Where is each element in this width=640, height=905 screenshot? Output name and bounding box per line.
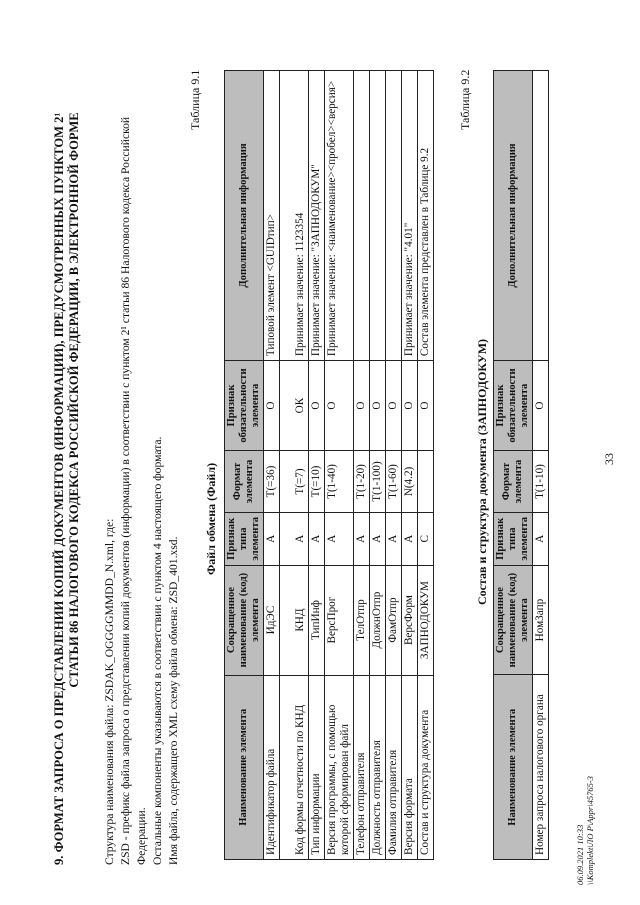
- intro-line: Имя файла, содержащего XML схему файла обмена: ZSD_401.xsd.: [167, 536, 180, 865]
- section-heading: [52, 75, 82, 865]
- table-row: [309, 71, 325, 860]
- table-row: [402, 71, 418, 860]
- cell: О: [402, 361, 418, 451]
- cell: А: [533, 512, 549, 565]
- cell: А: [402, 512, 418, 565]
- header-cell: Признак типа элемента: [225, 512, 264, 565]
- cell: А: [354, 512, 370, 565]
- cell: [533, 71, 549, 361]
- cell: T(1-100): [370, 451, 386, 513]
- heading-line-2: СТАТЬИ 86 НАЛОГОВОГО КОДЕКСА РОССИЙСКОЙ ФЕДЕРАЦИИ, В ЭЛЕКТРОННОЙ ФОРМЕ: [67, 112, 81, 688]
- table-header-row: [494, 71, 533, 860]
- cell: ОК: [280, 361, 309, 451]
- footer-date: 06.09.2021 10:33: [575, 824, 585, 885]
- cell: Типовой элемент <GUIDтип>: [264, 71, 280, 361]
- cell: О: [264, 361, 280, 451]
- cell: ДолжнОтпр: [370, 565, 386, 675]
- header-cell: Сокращенное наименование (код) элемента: [225, 565, 264, 675]
- table-header-row: [225, 71, 264, 860]
- intro-line: Остальные компоненты указываются в соответствии с пунктом 4 настоящего формата.: [151, 436, 164, 865]
- header-cell: Наименование элемента: [494, 675, 533, 860]
- cell: ЗАПНОДОКУМ: [418, 565, 434, 675]
- table-row: [533, 71, 549, 860]
- cell: Принимает значение: "4.01": [402, 71, 418, 361]
- cell: ИдЭС: [264, 565, 280, 675]
- cell: О: [386, 361, 402, 451]
- footer-stamp: [575, 776, 595, 885]
- intro-text: [102, 65, 182, 865]
- heading-line-1: 9. ФОРМАТ ЗАПРОСА О ПРЕДСТАВЛЕНИИ КОПИЙ ДОКУМЕНТОВ (ИНФОРМАЦИИ), ПРЕДУСМОТРЕННЫХ ПУНКТОМ 2¹: [52, 112, 66, 865]
- table-row: [418, 71, 434, 860]
- cell: Тип информации: [309, 675, 325, 859]
- cell: О: [370, 361, 386, 451]
- cell: А: [386, 512, 402, 565]
- cell: ТипИнф: [309, 565, 325, 675]
- cell: А: [325, 512, 354, 565]
- table2-title: Состав и структура документа (ЗАПНОДОКУМ): [475, 338, 489, 605]
- header-cell: Дополнительная информация: [225, 71, 264, 361]
- intro-line: Структура наименования файла: ZSDAK_OGGGGMMDD_N.xml, где:: [103, 518, 116, 865]
- cell: ВерсФорм: [402, 565, 418, 675]
- table-file-exchange: [224, 70, 434, 860]
- cell: О: [533, 361, 549, 451]
- cell: [354, 71, 370, 361]
- header-cell: Признак обязательности элемента: [225, 361, 264, 451]
- table-row: [325, 71, 354, 860]
- cell: T(1-60): [386, 451, 402, 513]
- cell: Состав элемента представлен в Таблице 9.2: [418, 71, 434, 361]
- cell: А: [309, 512, 325, 565]
- cell: ТелОтпр: [354, 565, 370, 675]
- cell: T(=10): [309, 451, 325, 513]
- cell: Должность отправителя: [370, 675, 386, 859]
- cell: Версия программы, с помощью которой сформирован файл: [325, 675, 354, 859]
- table-document-structure: [493, 70, 549, 860]
- cell: ФамОтпр: [386, 565, 402, 675]
- cell: Фамилия отправителя: [386, 675, 402, 859]
- cell: А: [264, 512, 280, 565]
- header-cell: Признак обязательности элемента: [494, 361, 533, 451]
- header-cell: Формат элемента: [494, 451, 533, 513]
- header-cell: Дополнительная информация: [494, 71, 533, 361]
- table1-caption: Таблица 9.1: [188, 69, 202, 130]
- cell: [418, 451, 434, 513]
- cell: [370, 71, 386, 361]
- cell: НомЗапр: [533, 565, 549, 675]
- header-cell: Формат элемента: [225, 451, 264, 513]
- header-cell: Сокращенное наименование (код) элемента: [494, 565, 533, 675]
- cell: А: [370, 512, 386, 565]
- intro-line: ZSD - префикс файла запроса о представлении копий документов (информации) в соответствии с пунктом 2¹ статьи 86 Налогового кодекса Российской Федерации.: [119, 116, 148, 865]
- table-row: [386, 71, 402, 860]
- cell: Телефон отправителя: [354, 675, 370, 859]
- cell: С: [418, 512, 434, 565]
- header-cell: Наименование элемента: [225, 675, 264, 859]
- cell: ВерсПрог: [325, 565, 354, 675]
- cell: О: [418, 361, 434, 451]
- cell: N(4.2): [402, 451, 418, 513]
- cell: Идентификатор файла: [264, 675, 280, 859]
- cell: КНД: [280, 565, 309, 675]
- table-row: [264, 71, 280, 860]
- header-cell: Признак типа элемента: [494, 512, 533, 565]
- table1-title: Файл обмена (Файл): [204, 462, 218, 575]
- table-row: [354, 71, 370, 860]
- footer-path: \\Komplekt\ЛО Р\Appr\45765-3: [585, 776, 595, 885]
- cell: T(=36): [264, 451, 280, 513]
- cell: T(1-10): [533, 451, 549, 513]
- table-row: [370, 71, 386, 860]
- cell: [386, 71, 402, 361]
- cell: О: [354, 361, 370, 451]
- cell: О: [325, 361, 354, 451]
- cell: Версия формата: [402, 675, 418, 859]
- cell: T(1-20): [354, 451, 370, 513]
- cell: T(=7): [280, 451, 309, 513]
- cell: Номер запроса налогового органа: [533, 675, 549, 860]
- cell: Принимает значение: 1123354: [280, 71, 309, 361]
- cell: Состав и структура документа: [418, 675, 434, 859]
- cell: Принимает значение: <наименование><пробел><версия>: [325, 71, 354, 361]
- cell: Код формы отчетности по КНД: [280, 675, 309, 859]
- cell: А: [280, 512, 309, 565]
- table2-caption: Таблица 9.2: [458, 69, 472, 130]
- cell: Принимает значение: "ЗАПНОДОКУМ": [309, 71, 325, 361]
- cell: T(1-40): [325, 451, 354, 513]
- cell: О: [309, 361, 325, 451]
- page-number: 33: [602, 453, 616, 465]
- table-row: [280, 71, 309, 860]
